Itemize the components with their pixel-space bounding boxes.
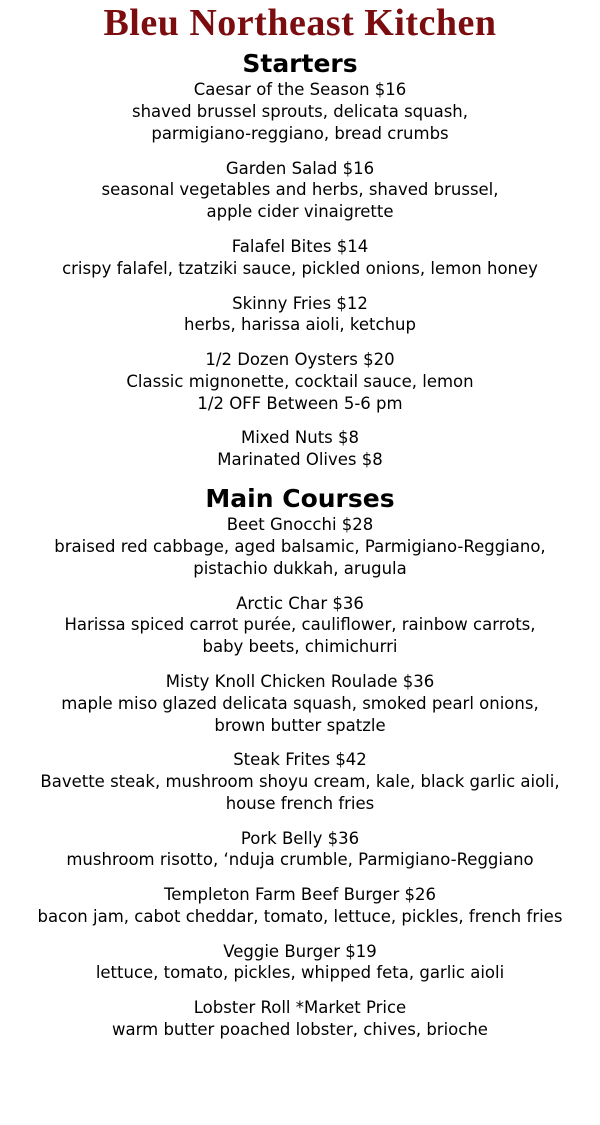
menu-item-name: Arctic Char $36 bbox=[236, 593, 364, 613]
section-heading-starters: Starters bbox=[242, 48, 358, 78]
menu-section-starters bbox=[6, 50, 594, 471]
menu-item-description-line: apple cider vinaigrette bbox=[206, 202, 394, 222]
menu-item-description-line: Bavette steak, mushroom shoyu cream, kale, black garlic aioli, bbox=[40, 772, 560, 792]
menu-item-description-line: lettuce, tomato, pickles, whipped feta, garlic aioli bbox=[95, 963, 505, 983]
menu-item-name: Garden Salad $16 bbox=[225, 158, 375, 178]
menu-item-group-simple bbox=[6, 427, 594, 471]
menu-item bbox=[6, 514, 594, 579]
menu-item-name: Beet Gnocchi $28 bbox=[226, 515, 374, 535]
menu-item-name: Skinny Fries $12 bbox=[232, 293, 368, 313]
menu-item bbox=[6, 593, 594, 658]
menu-item-name: Falafel Bites $14 bbox=[231, 236, 369, 256]
menu-item-description-line: herbs, harissa aioli, ketchup bbox=[184, 315, 416, 335]
menu-item-description-line: warm butter poached lobster, chives, brioche bbox=[112, 1019, 488, 1039]
menu-item-name: Marinated Olives $8 bbox=[217, 450, 383, 470]
menu-item-name: Mixed Nuts $8 bbox=[240, 428, 360, 448]
menu-item bbox=[6, 349, 594, 414]
section-heading-main-courses: Main Courses bbox=[205, 483, 395, 513]
menu-item-description-line: house french fries bbox=[225, 793, 375, 813]
menu-item-description-line: maple miso glazed delicata squash, smoked pearl onions, bbox=[61, 693, 539, 713]
menu-item-description-line: braised red cabbage, aged balsamic, Parmigiano-Reggiano, bbox=[54, 537, 546, 557]
menu-item-description-line: Classic mignonette, cocktail sauce, lemon bbox=[126, 371, 474, 391]
menu-item bbox=[6, 884, 594, 928]
menu-item-promo-note: 1/2 OFF Between 5-6 pm bbox=[197, 393, 403, 413]
menu-item bbox=[6, 941, 594, 985]
menu-item-name: 1/2 Dozen Oysters $20 bbox=[205, 350, 395, 370]
menu-item bbox=[6, 997, 594, 1041]
menu-item bbox=[6, 158, 594, 223]
page-title: Bleu Northeast Kitchen bbox=[103, 2, 497, 44]
menu-item-name: Veggie Burger $19 bbox=[223, 941, 377, 961]
menu-item-description-line: mushroom risotto, ‘nduja crumble, Parmigiano-Reggiano bbox=[66, 850, 534, 870]
menu-item-description-line: Harissa spiced carrot purée, cauliflower, rainbow carrots, bbox=[64, 615, 536, 635]
menu-item-name: Caesar of the Season $16 bbox=[193, 80, 407, 100]
menu-section-main-courses bbox=[6, 485, 594, 1041]
menu-item-name: Pork Belly $36 bbox=[240, 828, 360, 848]
menu-item-description-line: brown butter spatzle bbox=[214, 715, 386, 735]
menu-item-name: Misty Knoll Chicken Roulade $36 bbox=[165, 671, 435, 691]
menu-item bbox=[6, 79, 594, 144]
menu-item-description-line: bacon jam, cabot cheddar, tomato, lettuce, pickles, french fries bbox=[37, 906, 563, 926]
menu-item-description-line: seasonal vegetables and herbs, shaved brussel, bbox=[101, 180, 499, 200]
menu-item-description-line: crispy falafel, tzatziki sauce, pickled onions, lemon honey bbox=[62, 258, 538, 278]
menu-item bbox=[6, 236, 594, 280]
menu-item-description-line: shaved brussel sprouts, delicata squash, bbox=[131, 102, 469, 122]
menu-item bbox=[6, 671, 594, 736]
menu-item-name: Steak Frites $42 bbox=[233, 750, 367, 770]
menu-item bbox=[6, 293, 594, 337]
menu-item-description-line: baby beets, chimichurri bbox=[202, 637, 398, 657]
menu-item-description-line: pistachio dukkah, arugula bbox=[193, 558, 407, 578]
menu-item bbox=[6, 828, 594, 872]
menu-item-description-line: parmigiano-reggiano, bread crumbs bbox=[151, 123, 449, 143]
menu-item bbox=[6, 749, 594, 814]
menu-item-name: Templeton Farm Beef Burger $26 bbox=[164, 885, 436, 905]
menu-item-name: Lobster Roll *Market Price bbox=[193, 998, 407, 1018]
